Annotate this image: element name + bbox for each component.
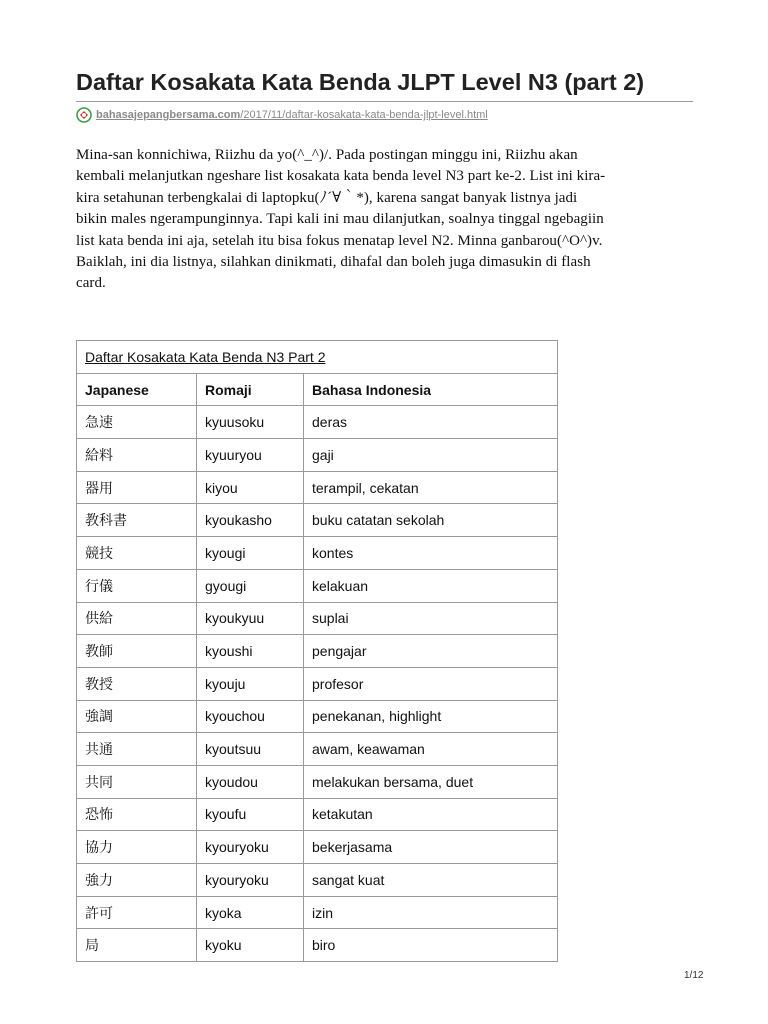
site-favicon-icon	[76, 107, 92, 123]
cell-indonesian: sangat kuat	[304, 864, 558, 897]
intro-line: Baiklah, ini dia listnya, silahkan dinikmati, dihafal dan boleh juga dimasukin di flash	[76, 254, 591, 271]
cell-indonesian: pengajar	[304, 635, 558, 668]
table-row	[77, 733, 558, 766]
table-row	[77, 700, 558, 733]
cell-japanese: 給料	[77, 439, 197, 472]
cell-romaji: kyuuryou	[197, 439, 304, 472]
cell-japanese: 恐怖	[77, 798, 197, 831]
table-row	[77, 831, 558, 864]
cell-japanese: 行儀	[77, 569, 197, 602]
table-row	[77, 635, 558, 668]
table-row	[77, 602, 558, 635]
cell-romaji: kyoka	[197, 896, 304, 929]
cell-romaji: kyuusoku	[197, 406, 304, 439]
cell-indonesian: deras	[304, 406, 558, 439]
table-row	[77, 439, 558, 472]
cell-romaji: kyouryoku	[197, 831, 304, 864]
intro-line: kembali melanjutkan ngeshare list kosakata kata benda level N3 part ke-2. List ini kira-	[76, 168, 606, 185]
intro-line: Mina-san konnichiwa, Riizhu da yo(^_^)/. Pada postingan minggu ini, Riizhu akan	[76, 147, 578, 163]
table-row	[77, 537, 558, 570]
cell-romaji: kyouryoku	[197, 864, 304, 897]
page-title: Daftar Kosakata Kata Benda JLPT Level N3 (part 2)	[76, 69, 645, 95]
cell-japanese: 器用	[77, 471, 197, 504]
intro-paragraph	[76, 145, 698, 295]
cell-japanese: 教師	[77, 635, 197, 668]
page-number: 1/12	[684, 970, 704, 981]
cell-romaji: kyoukasho	[197, 504, 304, 537]
cell-indonesian: kontes	[304, 537, 558, 570]
cell-indonesian: penekanan, highlight	[304, 700, 558, 733]
column-header-indonesian: Bahasa Indonesia	[304, 373, 558, 406]
cell-indonesian: terampil, cekatan	[304, 471, 558, 504]
table-row	[77, 929, 558, 962]
cell-romaji: kyoukyuu	[197, 602, 304, 635]
cell-japanese: 急速	[77, 406, 197, 439]
cell-indonesian: ketakutan	[304, 798, 558, 831]
table-caption: Daftar Kosakata Kata Benda N3 Part 2	[77, 341, 558, 374]
table-row	[77, 765, 558, 798]
cell-indonesian: bekerjasama	[304, 831, 558, 864]
table-row	[77, 569, 558, 602]
cell-indonesian: kelakuan	[304, 569, 558, 602]
cell-japanese: 強力	[77, 864, 197, 897]
column-header-romaji: Romaji	[197, 373, 304, 406]
cell-japanese: 局	[77, 929, 197, 962]
cell-japanese: 共通	[77, 733, 197, 766]
cell-indonesian: profesor	[304, 667, 558, 700]
cell-romaji: kiyou	[197, 471, 304, 504]
intro-line: kira setahunan terbengkalai di laptopku(ﾉ´∀｀*), karena sangat banyak listnya jadi	[76, 189, 578, 206]
vocabulary-table	[76, 340, 558, 962]
title-divider	[76, 101, 693, 102]
source-domain: bahasajepangbersama.com	[96, 109, 241, 121]
cell-indonesian: biro	[304, 929, 558, 962]
intro-line: list kata benda ini aja, setelah itu bisa fokus menatap level N2. Minna ganbarou(^O^)v.	[76, 232, 603, 249]
cell-romaji: gyougi	[197, 569, 304, 602]
table-row	[77, 864, 558, 897]
cell-indonesian: awam, keawaman	[304, 733, 558, 766]
cell-japanese: 教科書	[77, 504, 197, 537]
table-header-row	[77, 373, 558, 406]
cell-japanese: 許可	[77, 896, 197, 929]
column-header-japanese: Japanese	[77, 373, 197, 406]
cell-romaji: kyoudou	[197, 765, 304, 798]
cell-japanese: 教授	[77, 667, 197, 700]
cell-japanese: 競技	[77, 537, 197, 570]
cell-japanese: 共同	[77, 765, 197, 798]
cell-indonesian: gaji	[304, 439, 558, 472]
table-body	[77, 406, 558, 962]
table-row	[77, 798, 558, 831]
source-link-row	[76, 106, 488, 124]
cell-romaji: kyoutsuu	[197, 733, 304, 766]
cell-romaji: kyouju	[197, 667, 304, 700]
table-row	[77, 471, 558, 504]
cell-romaji: kyougi	[197, 537, 304, 570]
table-row	[77, 504, 558, 537]
cell-romaji: kyoufu	[197, 798, 304, 831]
source-path: /2017/11/daftar-kosakata-kata-benda-jlpt-level.html	[240, 109, 488, 121]
intro-line: card.	[76, 275, 106, 292]
cell-indonesian: buku catatan sekolah	[304, 504, 558, 537]
cell-japanese: 供給	[77, 602, 197, 635]
table-row	[77, 667, 558, 700]
table-row	[77, 896, 558, 929]
cell-romaji: kyouchou	[197, 700, 304, 733]
cell-indonesian: suplai	[304, 602, 558, 635]
table-row	[77, 406, 558, 439]
cell-indonesian: melakukan bersama, duet	[304, 765, 558, 798]
cell-japanese: 協力	[77, 831, 197, 864]
intro-line: bikin males ngerampunginnya. Tapi kali ini mau dilanjutkan, soalnya tinggal ngebagiin	[76, 211, 604, 228]
source-url-link[interactable]	[96, 109, 488, 121]
cell-romaji: kyoushi	[197, 635, 304, 668]
cell-romaji: kyoku	[197, 929, 304, 962]
cell-indonesian: izin	[304, 896, 558, 929]
cell-japanese: 強調	[77, 700, 197, 733]
table-caption-row	[77, 341, 558, 374]
